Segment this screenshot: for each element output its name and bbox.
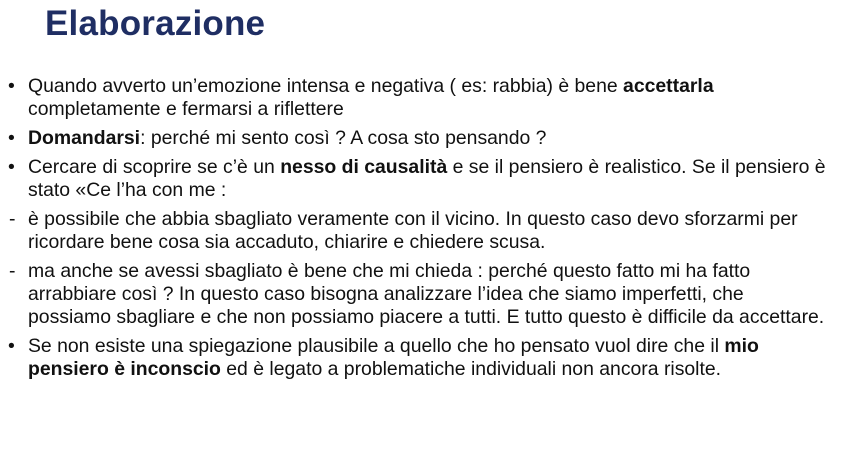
bold-text-run: nesso di causalità — [280, 156, 448, 178]
bullet-marker: • — [8, 156, 15, 178]
text-run: ed è legato a problematiche individuali non ancora risolte. — [220, 358, 722, 380]
text-run: ma anche se avessi sbagliato è bene che mi chieda : perché questo fatto mi ha fatto arrabbiare così ? In questo caso bisogna analizzare l’idea che siamo imperfetti, che possiamo sbagliare e che non possiamo piacere a tutti. E tutto questo è difficile da accettare. — [28, 260, 825, 328]
list-item — [0, 335, 828, 381]
list-item-text — [28, 208, 798, 253]
slide-title: Elaborazione — [45, 4, 266, 43]
bold-text-run: mio pensiero è inconscio — [28, 335, 759, 380]
list-item — [0, 75, 828, 121]
list-item — [0, 260, 828, 329]
list-item-text — [28, 75, 714, 120]
list-item — [0, 156, 828, 202]
bold-text-run: accettarla — [623, 75, 714, 97]
bullet-marker: • — [8, 127, 15, 149]
dash-marker: - — [9, 260, 16, 282]
text-run: Quando avverto un’emozione intensa e negativa ( es: rabbia) è bene — [28, 75, 624, 97]
text-run: e se il pensiero è realistico. Se il pensiero è stato «Ce l’ha con me : — [28, 156, 826, 201]
text-run: : perché mi sento così ? A cosa sto pensando ? — [140, 127, 547, 149]
bullet-list — [0, 75, 853, 387]
text-run: Cercare di scoprire se c’è un — [28, 156, 281, 178]
bold-text-run: Domandarsi — [28, 127, 141, 149]
list-item — [0, 127, 828, 150]
text-run: è possibile che abbia sbagliato veramente con il vicino. In questo caso devo sforzarmi per ricordare bene cosa sia accaduto, chiarire e chiedere scusa. — [28, 208, 798, 253]
list-item-text — [28, 127, 546, 149]
dash-marker: - — [9, 208, 16, 230]
list-item-text — [28, 335, 759, 380]
bullet-marker: • — [8, 75, 15, 97]
bullet-marker: • — [8, 335, 15, 357]
text-run: Se non esiste una spiegazione plausibile a quello che ho pensato vuol dire che il — [28, 335, 725, 357]
list-item-text — [28, 260, 824, 328]
text-run: completamente e fermarsi a riflettere — [28, 98, 344, 120]
list-item-text — [28, 156, 826, 201]
list-item — [0, 208, 828, 254]
